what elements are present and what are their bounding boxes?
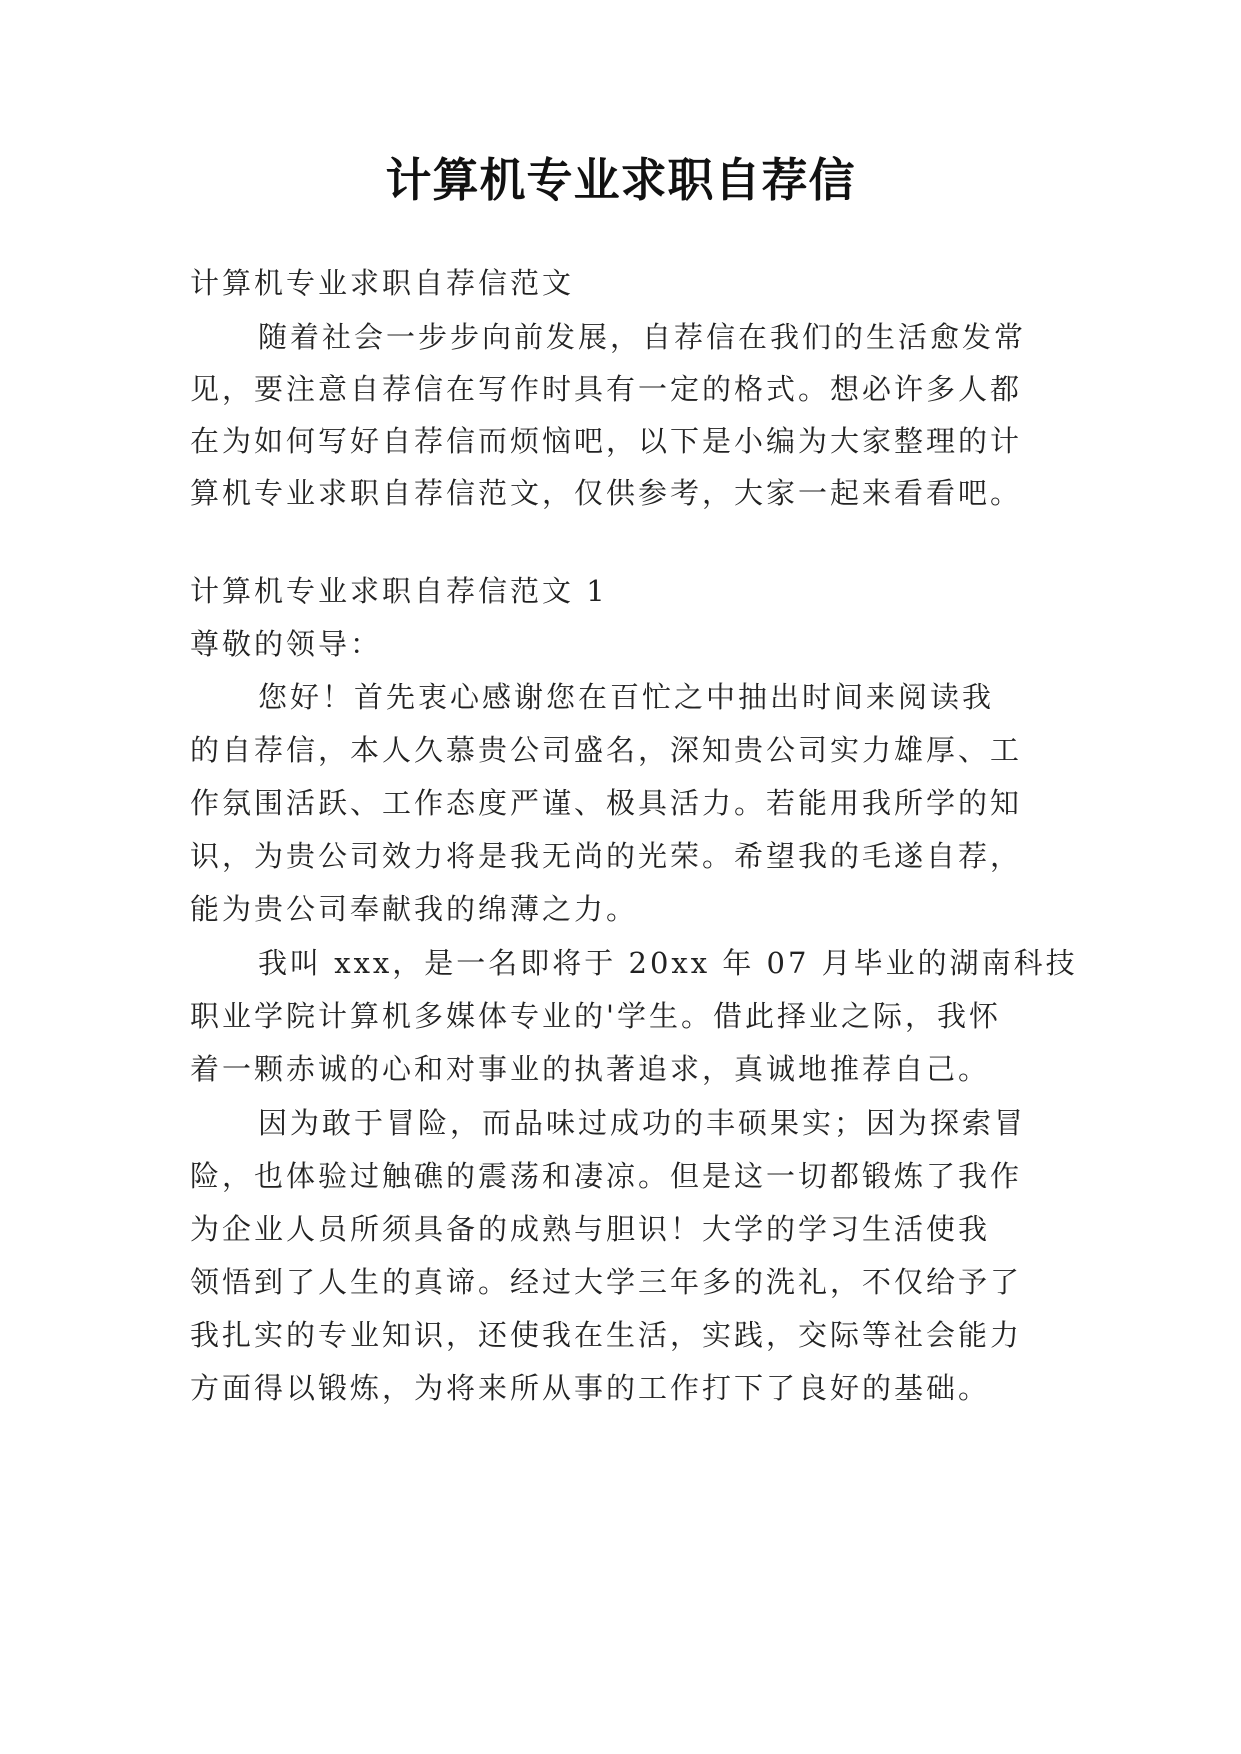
subtitle-line: 计算机专业求职自荐信范文 [190,266,575,300]
letter-paragraph-line: 能为贵公司奉献我的绵薄之力。 [190,892,639,926]
letter-paragraph-line: 领悟到了人生的真谛。经过大学三年多的洗礼，不仅给予了 [190,1265,1023,1299]
letter-paragraph-line: 险，也体验过触礁的震荡和凄凉。但是这一切都锻炼了我作 [190,1159,1023,1193]
salutation: 尊敬的领导： [190,627,383,661]
letter-paragraph-line: 着一颗赤诚的心和对事业的执著追求，真诚地推荐自己。 [190,1052,991,1086]
letter-paragraph-line: 您好！首先衷心感谢您在百忙之中抽出时间来阅读我 [258,680,995,714]
intro-paragraph-line: 算机专业求职自荐信范文，仅供参考，大家一起来看看吧。 [190,476,1023,510]
intro-paragraph-line: 在为如何写好自荐信而烦恼吧，以下是小编为大家整理的计 [190,424,1023,458]
letter-paragraph-line: 我叫 xxx，是一名即将于 20xx 年 07 月毕业的湖南科技 [258,946,1078,980]
document-title: 计算机专业求职自荐信 [385,153,856,207]
letter-paragraph-line: 的自荐信，本人久慕贵公司盛名，深知贵公司实力雄厚、工 [190,733,1023,767]
letter-paragraph-line: 职业学院计算机多媒体专业的'学生。借此择业之际，我怀 [190,999,1001,1033]
intro-paragraph-line: 随着社会一步步向前发展，自荐信在我们的生活愈发常 [258,320,1027,354]
letter-paragraph-line: 因为敢于冒险，而品味过成功的丰硕果实；因为探索冒 [258,1106,1027,1140]
letter-paragraph-line: 为企业人员所须具备的成熟与胆识！大学的学习生活使我 [190,1212,991,1246]
letter-paragraph-line: 识，为贵公司效力将是我无尚的光荣。希望我的毛遂自荐， [190,839,1023,873]
letter-paragraph-line: 作氛围活跃、工作态度严谨、极具活力。若能用我所学的知 [190,786,1023,820]
section-heading: 计算机专业求职自荐信范文 1 [190,574,608,608]
letter-paragraph-line: 方面得以锻炼，为将来所从事的工作打下了良好的基础。 [190,1371,991,1405]
intro-paragraph-line: 见，要注意自荐信在写作时具有一定的格式。想必许多人都 [190,372,1023,406]
letter-paragraph-line: 我扎实的专业知识，还使我在生活，实践，交际等社会能力 [190,1318,1023,1352]
